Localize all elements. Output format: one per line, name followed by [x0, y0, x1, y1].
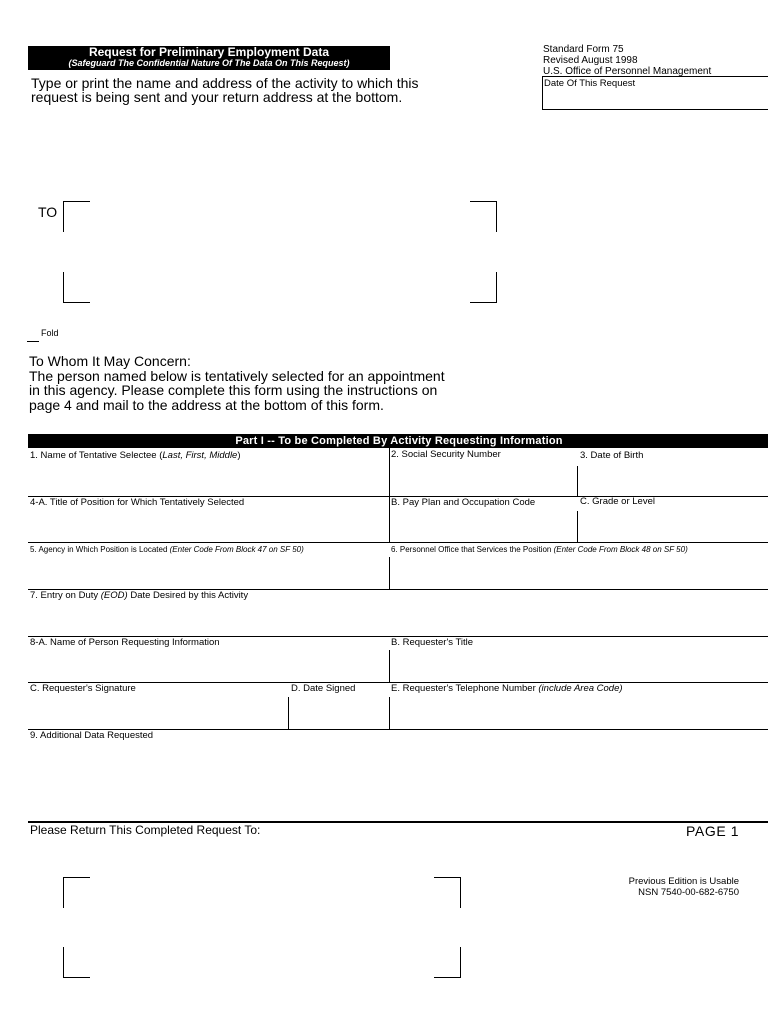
field-label: 4-A. Title of Position for Which Tentatively Selected [30, 497, 245, 508]
col-divider [389, 448, 390, 496]
letter-line-3: page 4 and mail to the address at the bottom of this form. [29, 396, 384, 413]
col-divider [389, 697, 390, 729]
col-divider [288, 697, 289, 729]
col-divider [577, 511, 578, 542]
field-label-tail: Date Desired by this Activity [127, 590, 249, 601]
field-label: 5. Agency in Which Position is Located [30, 545, 170, 554]
field-label-tail: ) [237, 450, 241, 461]
fold-label: Fold [41, 328, 59, 338]
date-of-request-label: Date Of This Request [544, 78, 636, 89]
corner-mark [470, 201, 497, 232]
previous-edition-note: Previous Edition is Usable [628, 876, 739, 887]
selectee-name-field[interactable] [30, 450, 241, 461]
return-address-label: Please Return This Completed Request To: [30, 823, 261, 837]
nsn-number: NSN 7540-00-682-6750 [638, 887, 739, 898]
col-divider [389, 496, 390, 542]
field-label: C. Requester's Signature [30, 683, 136, 694]
field-label-hint: (EOD) [100, 590, 128, 601]
field-label-hint: (Enter Code From Block 48 on SF 50) [553, 545, 688, 554]
field-label: 2. Social Security Number [391, 449, 501, 460]
letter-line-1: The person named below is tentatively selected for an appointment [29, 367, 445, 384]
part1-header: Part I -- To be Completed By Activity Requesting Information [28, 434, 768, 448]
requester-signature-field[interactable] [30, 683, 136, 694]
ssn-field[interactable] [391, 449, 501, 460]
field-label: D. Date Signed [291, 683, 356, 694]
form-title: Request for Preliminary Employment Data [88, 45, 330, 59]
corner-mark [470, 272, 497, 303]
col-divider [389, 557, 390, 589]
form-agency: U.S. Office of Personnel Management [543, 66, 712, 77]
personnel-office-field[interactable] [391, 544, 688, 555]
letter-text [29, 354, 459, 412]
date-of-request-field[interactable] [542, 76, 768, 110]
intro-line-2: request is being sent and your return address at the bottom. [31, 89, 403, 105]
field-label: C. Grade or Level [580, 496, 655, 507]
corner-mark [434, 947, 461, 978]
intro-line-1: Type or print the name and address of the activity to which this [31, 75, 419, 91]
field-label-hint: Last, First, Middle [162, 450, 238, 461]
row-divider [28, 542, 768, 543]
field-label: E. Requester's Telephone Number [391, 683, 539, 694]
grade-level-field[interactable] [580, 496, 655, 507]
requester-name-field[interactable] [30, 637, 220, 648]
form-subtitle: (Safeguard The Confidential Nature Of The Data On This Request) [68, 58, 350, 68]
form-info [543, 44, 711, 77]
field-label: 3. Date of Birth [580, 450, 644, 461]
field-label: 7. Entry on Duty [30, 590, 101, 601]
field-label: 1. Name of Tentative Selectee ( [30, 450, 163, 461]
page-number: PAGE 1 [686, 823, 740, 839]
footer-info [560, 876, 739, 898]
corner-mark [63, 201, 90, 232]
corner-mark [63, 272, 90, 303]
form-number: Standard Form 75 [543, 44, 624, 55]
field-label: B. Requester's Title [391, 637, 474, 648]
field-label-hint: (include Area Code) [538, 683, 623, 694]
position-title-field[interactable] [30, 497, 244, 508]
intro-instructions [31, 76, 451, 104]
letter-greeting: To Whom It May Concern: [29, 353, 191, 369]
form-revision: Revised August 1998 [543, 55, 638, 66]
agency-field[interactable] [30, 544, 304, 555]
corner-mark [434, 877, 461, 908]
to-label: TO [38, 204, 58, 220]
field-label-hint: (Enter Code From Block 47 on SF 50) [169, 545, 304, 554]
field-label: 9. Additional Data Requested [30, 730, 154, 741]
corner-mark [63, 947, 90, 978]
field-label: B. Pay Plan and Occupation Code [391, 497, 536, 508]
corner-mark [63, 877, 90, 908]
date-of-birth-field[interactable] [580, 450, 643, 461]
field-label: 8-A. Name of Person Requesting Information [30, 637, 220, 648]
col-divider [577, 466, 578, 496]
requester-title-field[interactable] [391, 637, 473, 648]
field-label: 6. Personnel Office that Services the Position [391, 545, 554, 554]
pay-plan-field[interactable] [391, 497, 535, 508]
col-divider [389, 650, 390, 682]
letter-line-2: in this agency. Please complete this form using the instructions on [29, 382, 438, 398]
date-signed-field[interactable] [291, 683, 355, 694]
fold-line [27, 341, 39, 342]
requester-phone-field[interactable] [391, 683, 623, 694]
additional-data-field[interactable] [30, 730, 153, 741]
eod-date-field[interactable] [30, 590, 248, 601]
form-title-banner [28, 46, 390, 70]
